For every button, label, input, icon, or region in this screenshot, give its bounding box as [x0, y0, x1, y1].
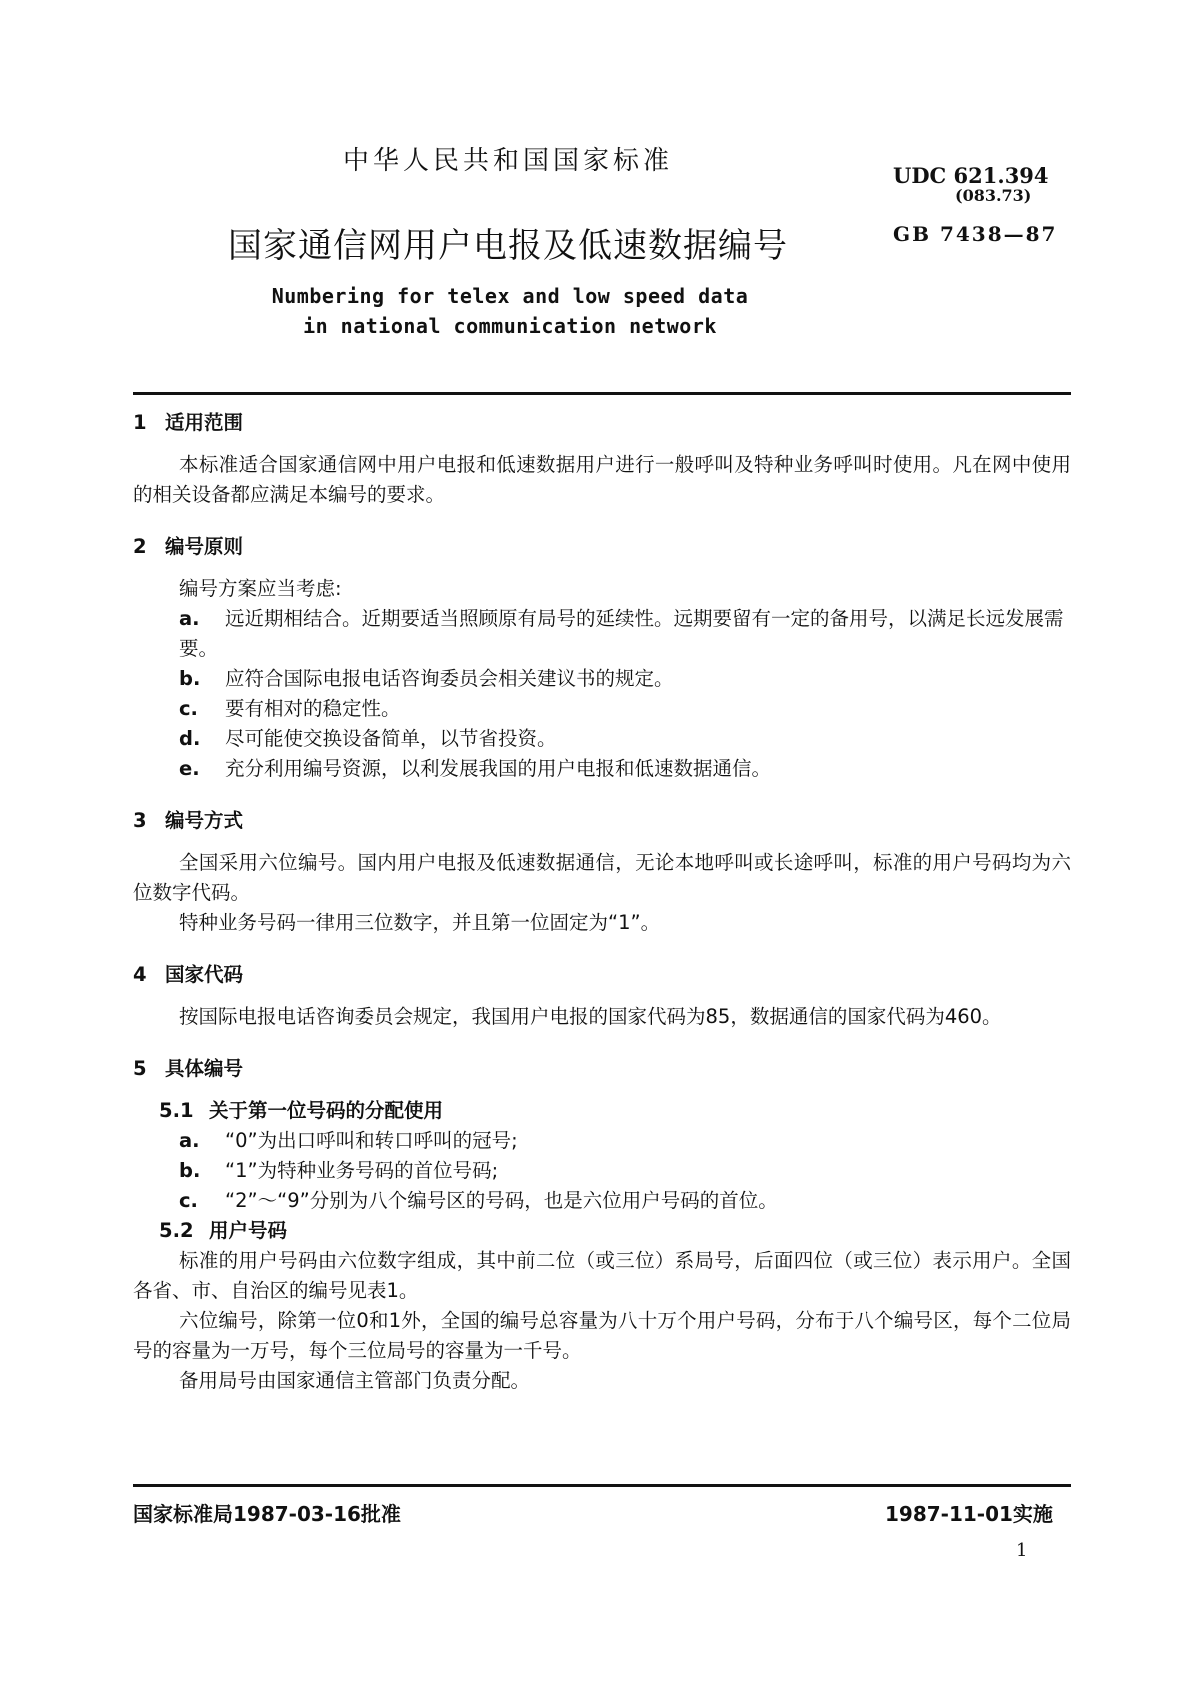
section-heading-4: 4 国家代码 [133, 963, 244, 986]
udc-sub-code: (083.73) [955, 186, 1032, 205]
english-title-line-1: Numbering for telex and low speed data [271, 284, 749, 308]
section-5-2-paragraph-3: 备用局号由国家通信主管部门负责分配。 [179, 1369, 531, 1392]
list-item: b. “1”为特种业务号码的首位号码; [179, 1159, 499, 1182]
section-heading-5: 5 具体编号 [133, 1057, 244, 1080]
section-heading-1: 1 适用范围 [133, 411, 244, 434]
page-number: 1 [1016, 1540, 1028, 1561]
list-item: c. “2”～“9”分别为八个编号区的号码，也是六位用户号码的首位。 [179, 1189, 778, 1212]
section-1-paragraph: 本标准适合国家通信网中用户电报和低速数据用户进行一般呼叫及特种业务呼叫时使用。凡在网中使用的相关设备都应满足本编号的要求。 [133, 453, 1071, 506]
list-item: d. 尽可能使交换设备简单，以节省投资。 [179, 727, 557, 750]
section-5-2-paragraph-2: 六位编号，除第一位0和1外，全国的编号总容量为八十万个用户号码，分布于八个编号区，每个二位局号的容量为一万号，每个三位局号的容量为一千号。 [133, 1309, 1071, 1362]
section-3-paragraph-1: 全国采用六位编号。国内用户电报及低速数据通信，无论本地呼叫或长途呼叫，标准的用户号码均为六位数字代码。 [133, 851, 1071, 904]
list-item: e. 充分利用编号资源，以利发展我国的用户电报和低速数据通信。 [179, 757, 772, 780]
english-title-line-2: in national communication network [303, 314, 717, 338]
section-heading-3: 3 编号方式 [133, 809, 244, 832]
list-item: a. 远近期相结合。近期要适当照顾原有局号的延续性。远期要留有一定的备用号，以满足长远发展需要。 [179, 607, 1064, 660]
document-body [133, 408, 1071, 1396]
list-item: a. “0”为出口呼叫和转口呼叫的冠号; [179, 1129, 518, 1152]
section-heading-2: 2 编号原则 [133, 535, 244, 558]
effective-date: 1987-11-01实施 [885, 1502, 1053, 1526]
header-divider [133, 392, 1071, 395]
subsection-heading-5-1: 5.1 关于第一位号码的分配使用 [159, 1099, 444, 1122]
list-item: b. 应符合国际电报电话咨询委员会相关建议书的规定。 [179, 667, 674, 690]
approval-date: 国家标准局1987-03-16批准 [133, 1502, 401, 1526]
document-title: 国家通信网用户电报及低速数据编号 [228, 226, 788, 266]
standard-header-cn: 中华人民共和国国家标准 [343, 146, 674, 176]
list-item: c. 要有相对的稳定性。 [179, 697, 401, 720]
standard-number: GB 7438—87 [893, 222, 1058, 246]
footer-divider [133, 1484, 1071, 1487]
section-4-paragraph: 按国际电报电话咨询委员会规定，我国用户电报的国家代码为85，数据通信的国家代码为460。 [179, 1005, 1002, 1028]
section-3-paragraph-2: 特种业务号码一律用三位数字，并且第一位固定为“1”。 [179, 911, 661, 934]
udc-code: UDC 621.394 [893, 163, 1049, 188]
section-2-intro: 编号方案应当考虑: [179, 577, 342, 600]
section-5-2-paragraph-1: 标准的用户号码由六位数字组成，其中前二位（或三位）系局号，后面四位（或三位）表示用户。全国各省、市、自治区的编号见表1。 [133, 1249, 1071, 1302]
subsection-heading-5-2: 5.2 用户号码 [159, 1219, 288, 1242]
